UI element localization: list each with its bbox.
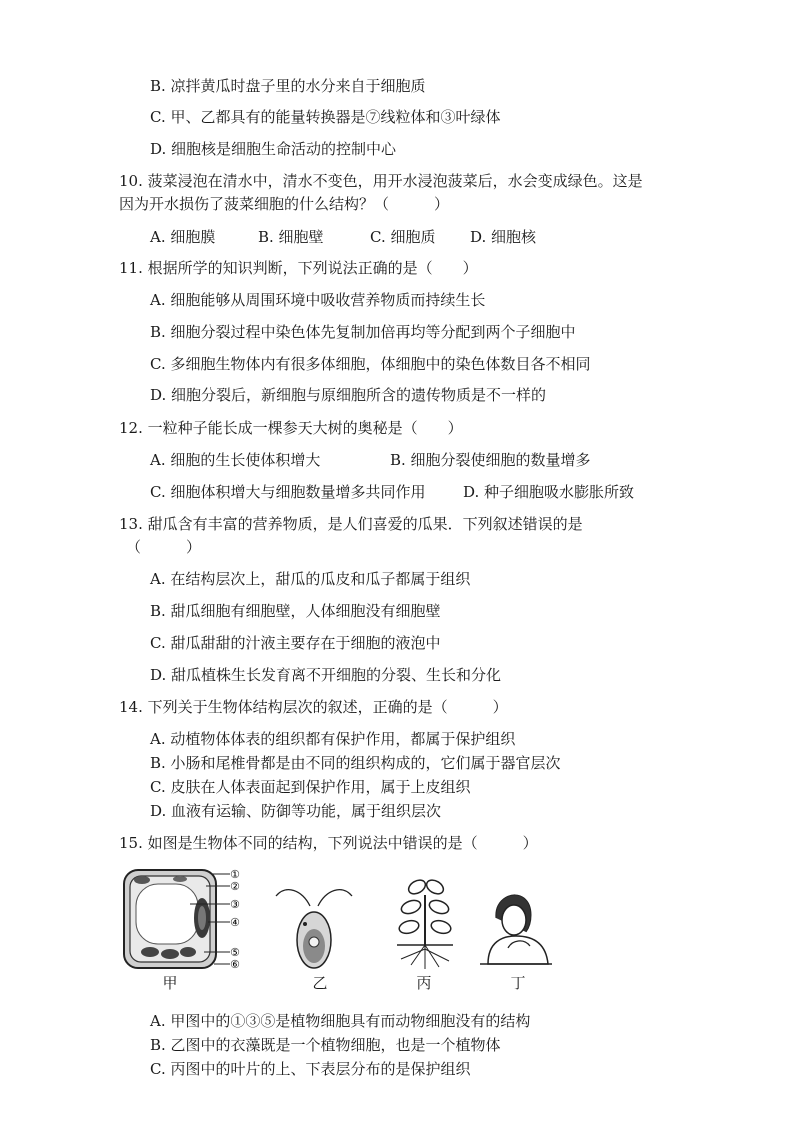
q14-option-a: A. 动植物体体表的组织都有保护作用，都属于保护组织: [150, 730, 516, 748]
q15-option-b: B. 乙图中的衣藻既是一个植物细胞，也是一个植物体: [150, 1036, 501, 1054]
q10-stem-line2: 因为开水损伤了菠菜细胞的什么结构？（ ）: [119, 195, 450, 213]
q11-option-c: C. 多细胞生物体内有很多体细胞，体细胞中的染色体数目各不相同: [150, 355, 591, 373]
q9-option-c: C. 甲、乙都具有的能量转换器是⑦线粒体和③叶绿体: [150, 108, 501, 126]
q11-option-d: D. 细胞分裂后，新细胞与原细胞所含的遗传物质是不一样的: [150, 386, 547, 404]
q14-option-c: C. 皮肤在人体表面起到保护作用，属于上皮组织: [150, 778, 471, 796]
q10-option-c: C. 细胞质: [370, 228, 436, 246]
q15-option-a: A. 甲图中的①③⑤是植物细胞具有而动物细胞没有的结构: [150, 1012, 531, 1030]
cell-label-4: ④: [230, 916, 240, 929]
q12-option-d: D. 种子细胞吸水膨胀所致: [463, 483, 635, 501]
q12-option-a: A. 细胞的生长使体积增大: [150, 451, 321, 469]
q10-option-d: D. 细胞核: [470, 228, 537, 246]
q9-option-d: D. 细胞核是细胞生命活动的控制中心: [150, 140, 397, 158]
q12-stem: 12. 一粒种子能长成一棵参天大树的奥秘是（ ）: [119, 419, 463, 437]
q13-stem-line2: （ ）: [126, 538, 202, 556]
q12-option-c: C. 细胞体积增大与细胞数量增多共同作用: [150, 483, 426, 501]
q12-option-b: B. 细胞分裂使细胞的数量增多: [390, 451, 591, 469]
q13-option-b: B. 甜瓜细胞有细胞壁，人体细胞没有细胞壁: [150, 602, 441, 620]
q10-option-b: B. 细胞壁: [258, 228, 324, 246]
q11-stem: 11. 根据所学的知识判断，下列说法正确的是（ ）: [119, 259, 478, 277]
q13-stem-line1: 13. 甜瓜含有丰富的营养物质，是人们喜爱的瓜果．下列叙述错误的是: [119, 515, 583, 533]
q10-option-a: A. 细胞膜: [150, 228, 216, 246]
caption-jia: 甲: [162, 974, 178, 992]
q13-option-d: D. 甜瓜植株生长发育离不开细胞的分裂、生长和分化: [150, 666, 502, 684]
q14-option-b: B. 小肠和尾椎骨都是由不同的组织构成的，它们属于器官层次: [150, 754, 561, 772]
plant-cell-figure: [120, 866, 250, 974]
q15-stem: 15. 如图是生物体不同的结构，下列说法中错误的是（ ）: [119, 834, 538, 852]
person-figure: [478, 888, 554, 966]
caption-yi: 乙: [312, 974, 328, 992]
q14-stem: 14. 下列关于生物体结构层次的叙述，正确的是（ ）: [119, 698, 508, 716]
cell-label-5: ⑤: [230, 946, 240, 959]
caption-bing: 丙: [416, 974, 432, 992]
chlamydomonas-figure: [272, 880, 358, 970]
q11-option-b: B. 细胞分裂过程中染色体先复制加倍再均等分配到两个子细胞中: [150, 323, 576, 341]
q13-option-c: C. 甜瓜甜甜的汁液主要存在于细胞的液泡中: [150, 634, 441, 652]
q15-option-c: C. 丙图中的叶片的上、下表层分布的是保护组织: [150, 1060, 471, 1078]
cell-label-1: ①: [230, 868, 240, 881]
q14-option-d: D. 血液有运输、防御等功能，属于组织层次: [150, 802, 442, 820]
cell-label-3: ③: [230, 898, 240, 911]
caption-ding: 丁: [510, 974, 526, 992]
plant-figure: [395, 873, 455, 973]
q10-stem-line1: 10. 菠菜浸泡在清水中，清水不变色，用开水浸泡菠菜后，水会变成绿色。这是: [119, 172, 643, 190]
cell-label-2: ②: [230, 880, 240, 893]
cell-label-6: ⑥: [230, 958, 240, 971]
q9-option-b: B. 凉拌黄瓜时盘子里的水分来自于细胞质: [150, 77, 426, 95]
q11-option-a: A. 细胞能够从周围环境中吸收营养物质而持续生长: [150, 291, 486, 309]
q13-option-a: A. 在结构层次上，甜瓜的瓜皮和瓜子都属于组织: [150, 570, 471, 588]
